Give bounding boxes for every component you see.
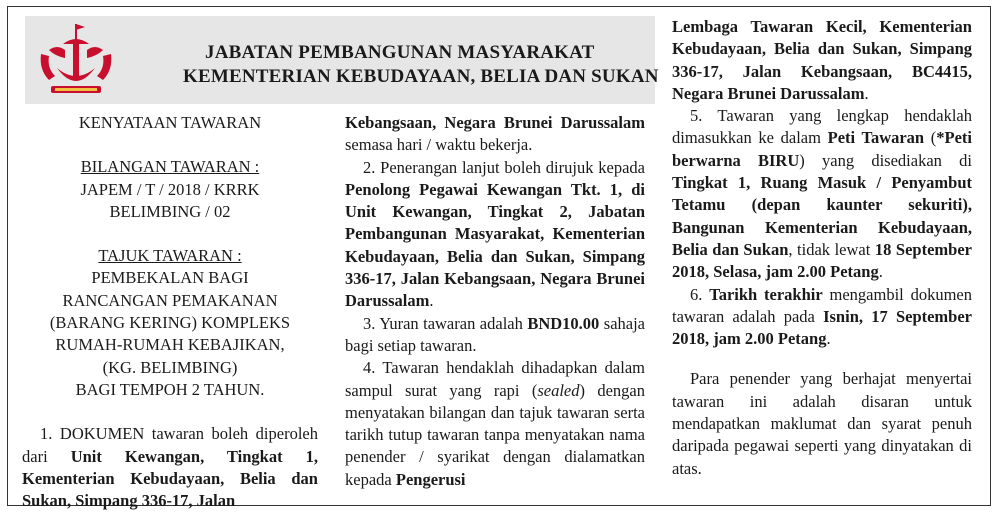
brunei-crest-icon [35,20,117,100]
header-banner [25,16,659,104]
tender-title-line: BAGI TEMPOH 2 TAHUN. [75,379,265,399]
paragraph-5: 5. Tawaran yang lengkap hendaklah dimasukkan ke dalam Peti Tawaran (*Peti berwarna BIRU) yang disediakan di Tingkat 1, Ruang Masuk / Penyambut Tetamu (depan kaunter sekuriti), Bangunan Kementerian Kebudayaan, Belia dan Sukan, tidak lewat 18 September 2018, Selasa, jam 2.00 Petang. [672,106,973,282]
paragraph-1: 1. DOKUMEN tawaran boleh diperoleh dari Unit Kewangan, Tingkat 1, Kementerian Kebudayaan, Belia dan Sukan, Simpang 336-17, Jalan [22,424,318,511]
tender-title-line: (KG. BELIMBING) [102,357,238,377]
notice-title: KENYATAAN TAWARAN [78,113,262,132]
column-3 [672,16,972,480]
column-2 [345,112,645,491]
column-1 [22,112,318,512]
tender-title-line: RANCANGAN PEMAKANAN [62,290,278,310]
tender-title-line: (BARANG KERING) KOMPLEKS [49,313,291,333]
paragraph-6: 6. Tarikh terakhir mengambil dokumen tawaran adalah pada Isnin, 17 September 2018, jam 2.00 Petang. [672,284,973,349]
ministry-name: KEMENTERIAN KEBUDAYAAN, BELIA DAN SUKAN [183,66,659,87]
department-name: JABATAN PEMBANGUNAN MASYARAKAT [205,42,595,63]
paragraph-2: 2. Penerangan lanjut boleh dirujuk kepada Penolong Pegawai Kewangan Tkt. 1, di Unit Kewangan, Tingkat 2, Jabatan Pembangunan Masyarakat, Kementerian Kebudayaan, Belia dan Sukan, Simpang 336-17, Jalan Kebangsaan, Negara Brunei Darussalam. [345,157,645,311]
tender-number-line1: JAPEM / T / 2018 / KRRK [80,179,260,199]
tender-title-line: RUMAH-RUMAH KEBAJIKAN, [55,335,285,355]
closing-note: Para penender yang berhajat menyertai tawaran ini adalah disaran untuk mendapatkan maklumat dan syarat penuh daripada pegawai seperti yang dinyatakan di atas. [672,369,972,478]
paragraph-4-continued: Lembaga Tawaran Kecil, Kementerian Kebudayaan, Belia dan Sukan, Simpang 336-17, Jalan Kebangsaan, BC4415, Negara Brunei Darussalam. [672,17,972,103]
tender-number-label: BILANGAN TAWARAN : [80,157,260,177]
tender-title-label: TAJUK TAWARAN : [98,246,242,266]
paragraph-3: 3. Yuran tawaran adalah BND10.00 sahaja bagi setiap tawaran. [345,313,645,355]
tender-number-line2: BELIMBING / 02 [109,201,231,221]
paragraph-4: 4. Tawaran hendaklah dihadapkan dalam sampul surat yang rapi (sealed) dengan menyatakan bilangan dan tajuk tawaran serta tarikh tutup tawaran tanpa menyatakan nama penender / syarikat dengan dialamatkan kepada Pengerusi [345,358,645,489]
tender-title-line: PEMBEKALAN BAGI [91,268,249,288]
paragraph-1-continued: Kebangsaan, Negara Brunei Darussalam semasa hari / waktu bekerja. [345,113,645,155]
